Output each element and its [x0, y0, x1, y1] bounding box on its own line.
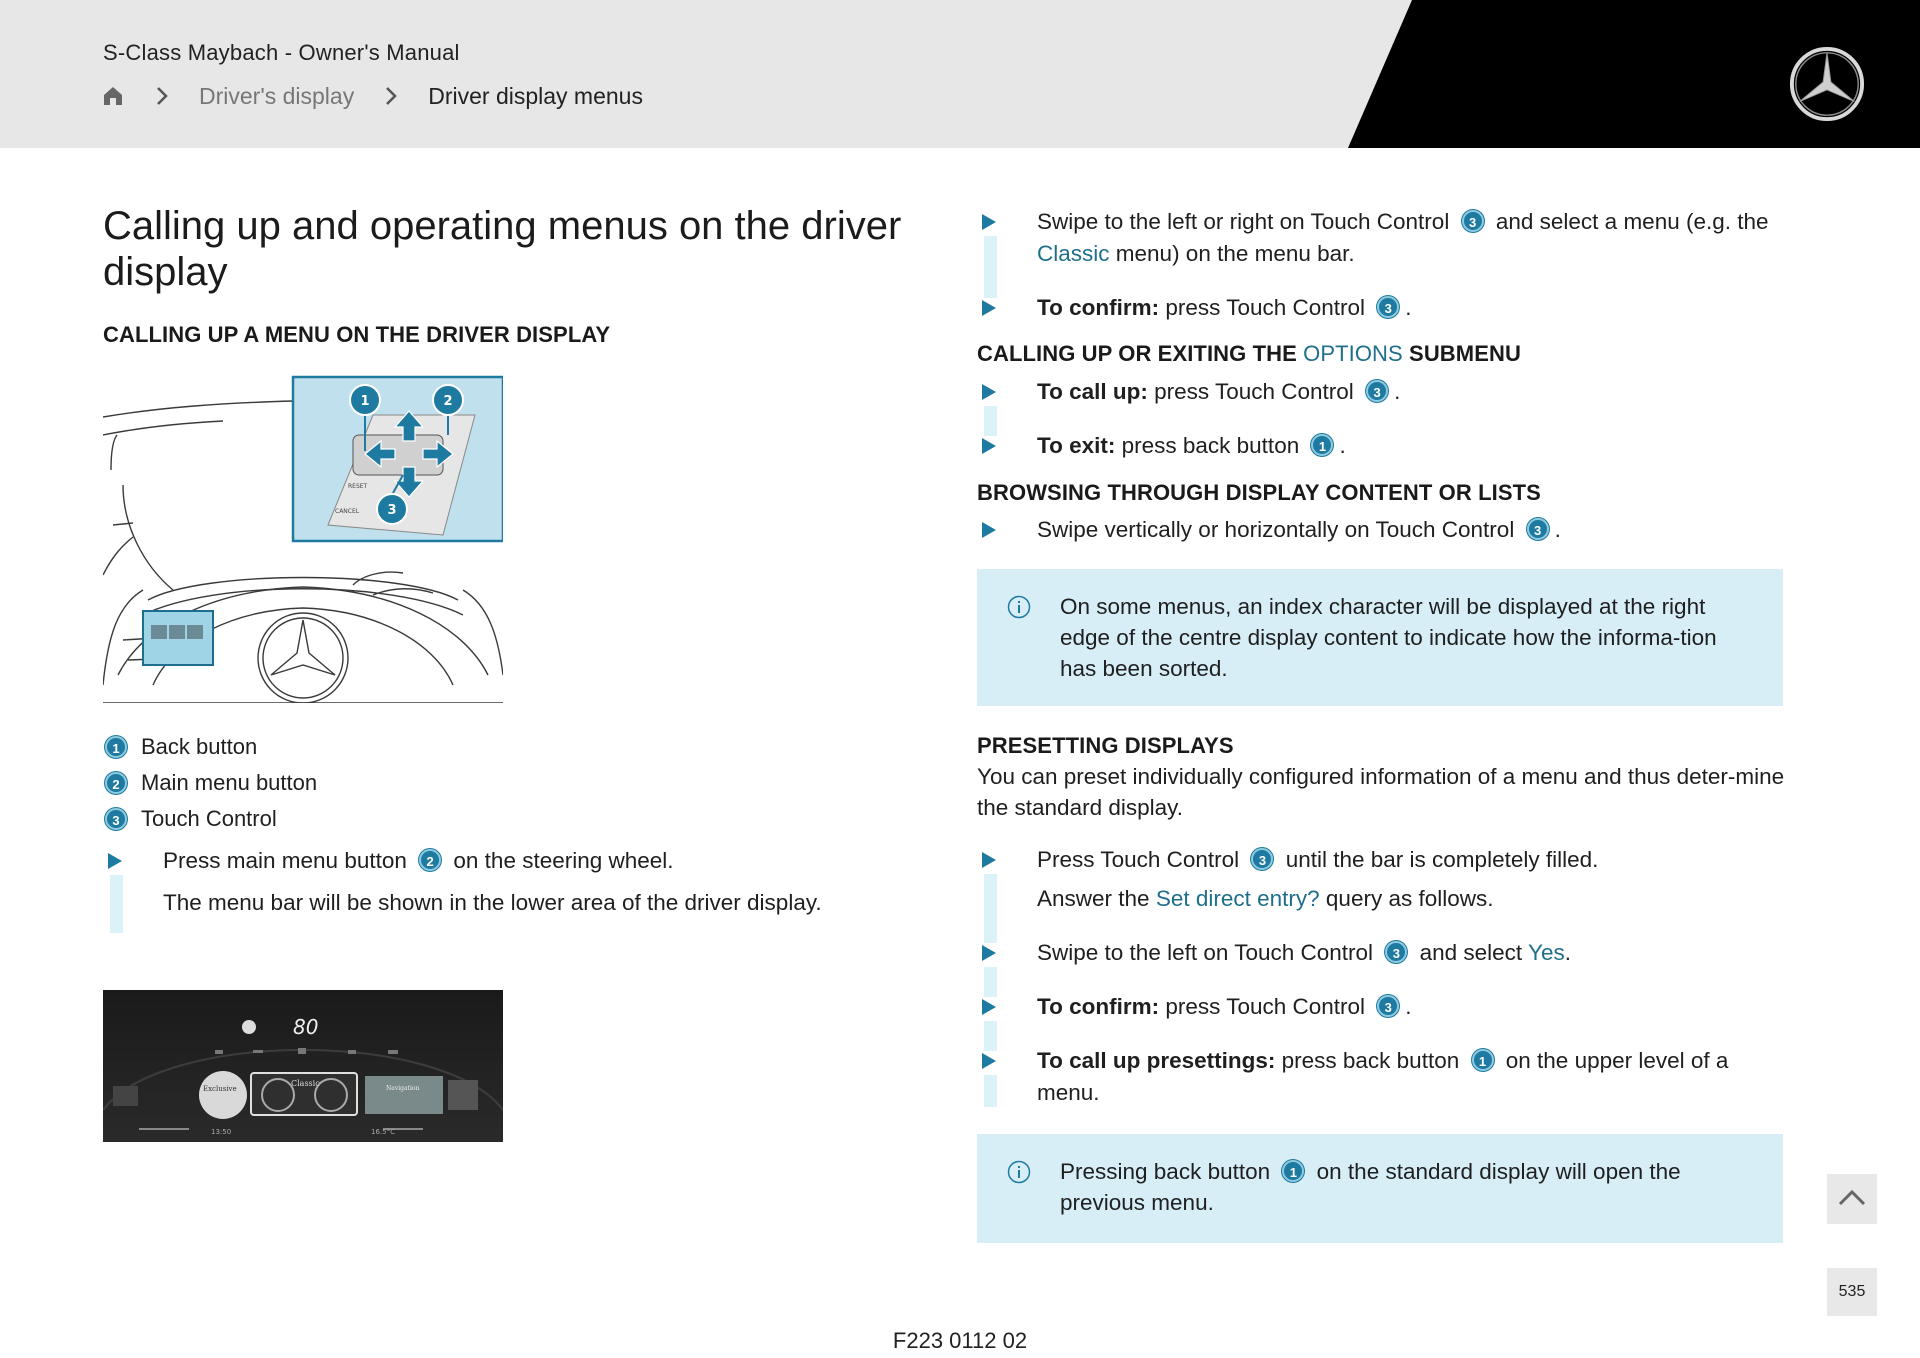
right-steps-preset	[977, 844, 1782, 1115]
figure1-cancel-label: CANCEL	[335, 508, 360, 515]
section-heading-calling-up-menu: CALLING UP A MENU ON THE DRIVER DISPLAY	[103, 322, 611, 347]
figure1-callout-2: 2	[443, 394, 453, 409]
mercedes-star-logo[interactable]	[1788, 45, 1866, 123]
driver-display-illustration	[103, 990, 503, 1142]
step-arrow-icon	[982, 852, 996, 868]
instruction-step: To call up: press Touch Control 3 .	[977, 376, 1782, 430]
right-steps-top	[977, 206, 1782, 330]
page-title: Calling up and operating menus on the driver display	[103, 204, 902, 294]
set-direct-entry-link[interactable]: Set direct entry?	[1155, 886, 1320, 911]
step-text: Press Touch Control	[1037, 847, 1240, 872]
left-steps	[103, 845, 863, 941]
legend-item	[105, 801, 317, 837]
step-text: Swipe vertically or horizontally on Touch Control	[1037, 517, 1515, 542]
callout-number: 3	[105, 808, 127, 830]
info-box	[977, 569, 1783, 706]
instruction-step: Swipe vertically or horizontally on Touch Control 3 .	[977, 514, 1782, 552]
chevron-right-icon	[155, 86, 169, 106]
instruction-step: To confirm: press Touch Control 3 .	[977, 991, 1782, 1045]
step-text: Answer the	[1037, 886, 1150, 911]
legend-item	[105, 765, 317, 801]
info-text: On some menus, an index character will be displayed at the right edge of the centre display content to indicate how the informa-tion has been sorted.	[1060, 594, 1717, 681]
yes-option-link[interactable]: Yes	[1528, 940, 1565, 965]
page-header	[0, 0, 1920, 148]
callout-number: 3	[1377, 995, 1399, 1017]
display-menu-right: Navigation	[386, 1085, 420, 1092]
instruction-step	[977, 206, 1782, 292]
section-heading-browsing: BROWSING THROUGH DISPLAY CONTENT OR LISTS	[977, 480, 1541, 505]
chevron-up-icon	[1827, 1174, 1877, 1224]
step-arrow-icon	[982, 999, 996, 1015]
step-label: To exit:	[1037, 433, 1116, 458]
info-text: Pressing back button	[1060, 1159, 1271, 1184]
breadcrumb-drivers-display[interactable]: Driver's display	[199, 82, 355, 109]
step-result-note: The menu bar will be shown in the lower area of the driver display.	[163, 890, 822, 915]
display-speed: 80	[293, 1015, 319, 1039]
instruction-step	[103, 845, 863, 941]
callout-number: 1	[1472, 1049, 1494, 1071]
figure1-reset-label: RESET	[348, 483, 368, 490]
step-arrow-icon	[982, 945, 996, 961]
display-time: 13:50	[211, 1128, 232, 1136]
step-arrow-icon	[108, 853, 122, 869]
figure-legend	[105, 729, 317, 837]
step-text: press back button	[1281, 1048, 1460, 1073]
callout-number: 1	[1311, 434, 1333, 456]
legend-label: Main menu button	[141, 770, 318, 795]
callout-number: 3	[1527, 518, 1549, 540]
instruction-step: To exit: press back button 1 .	[977, 430, 1782, 468]
display-menu-left: Exclusive	[203, 1085, 237, 1093]
step-text: query as follows.	[1325, 886, 1494, 911]
callout-number: 3	[1366, 380, 1388, 402]
step-text: press Touch Control	[1154, 379, 1354, 404]
info-text: on the standard display will open the previous menu.	[1060, 1159, 1681, 1215]
step-arrow-icon	[982, 300, 996, 316]
info-icon	[1007, 1160, 1031, 1184]
classic-menu-link[interactable]: Classic	[1037, 241, 1110, 266]
callout-number: 2	[105, 772, 127, 794]
section-heading-presetting: PRESETTING DISPLAYS	[977, 733, 1234, 758]
step-label: To confirm:	[1037, 994, 1160, 1019]
callout-number: 1	[1282, 1160, 1304, 1182]
figure-code: F223 0112 02	[892, 1328, 1028, 1353]
callout-number: 3	[1462, 210, 1484, 232]
page-number[interactable]: 535	[1827, 1268, 1877, 1316]
step-arrow-icon	[982, 522, 996, 538]
presetting-description: You can preset individually configured information of a menu and thus deter-mine the standard display.	[977, 764, 1785, 820]
step-text: and select	[1419, 940, 1523, 965]
chevron-right-icon	[384, 86, 398, 106]
callout-number: 2	[419, 849, 441, 871]
header-black-band	[0, 0, 1920, 148]
display-temperature: 16.5°C	[371, 1128, 395, 1136]
right-steps-browse	[977, 514, 1782, 552]
step-text: press Touch Control	[1165, 994, 1366, 1019]
step-text: press back button	[1121, 433, 1300, 458]
legend-item	[105, 729, 317, 765]
scroll-to-top-button[interactable]	[1827, 1174, 1877, 1224]
options-link[interactable]: OPTIONS	[1303, 341, 1403, 366]
instruction-step	[977, 844, 1782, 937]
manual-title: S-Class Maybach - Owner's Manual	[103, 40, 460, 65]
home-icon[interactable]	[101, 84, 125, 108]
step-label: To confirm:	[1037, 295, 1160, 320]
figure1-callout-1: 1	[360, 394, 370, 409]
step-text: and select a menu (e.g. the	[1495, 209, 1769, 234]
step-text: Press main menu button	[163, 848, 407, 873]
breadcrumb-current: Driver display menus	[428, 82, 643, 109]
step-label: To call up:	[1037, 379, 1148, 404]
figure1-callout-3: 3	[387, 503, 397, 518]
step-text: until the bar is completely filled.	[1285, 847, 1599, 872]
callout-number: 3	[1377, 296, 1399, 318]
legend-label: Back button	[141, 734, 258, 759]
right-steps-options	[977, 376, 1782, 468]
callout-number: 1	[105, 736, 127, 758]
callout-number: 3	[1385, 941, 1407, 963]
step-text: Swipe to the left or right on Touch Control	[1037, 209, 1450, 234]
info-icon	[1007, 595, 1031, 619]
steering-wheel-illustration	[103, 375, 503, 703]
step-arrow-icon	[982, 438, 996, 454]
step-text: press Touch Control	[1165, 295, 1366, 320]
step-text: on the steering wheel.	[453, 848, 674, 873]
callout-number: 3	[1251, 848, 1273, 870]
step-arrow-icon	[982, 384, 996, 400]
step-arrow-icon	[982, 1053, 996, 1069]
instruction-step: To confirm: press Touch Control 3 .	[977, 292, 1782, 330]
instruction-step	[977, 1045, 1782, 1115]
step-label: To call up presettings:	[1037, 1048, 1276, 1073]
instruction-step: Swipe to the left on Touch Control 3 and select Yes.	[977, 937, 1782, 991]
breadcrumb	[101, 80, 643, 112]
section-heading-options: CALLING UP OR EXITING THE OPTIONS SUBMENU	[977, 341, 1521, 366]
step-text: menu) on the menu bar.	[1115, 241, 1355, 266]
step-text: Swipe to the left on Touch Control	[1037, 940, 1374, 965]
info-box	[977, 1134, 1783, 1243]
step-arrow-icon	[982, 214, 996, 230]
legend-label: Touch Control	[141, 806, 277, 831]
display-menu-center: Classic	[291, 1079, 320, 1088]
step-text: on the upper level of a menu.	[1037, 1048, 1729, 1105]
